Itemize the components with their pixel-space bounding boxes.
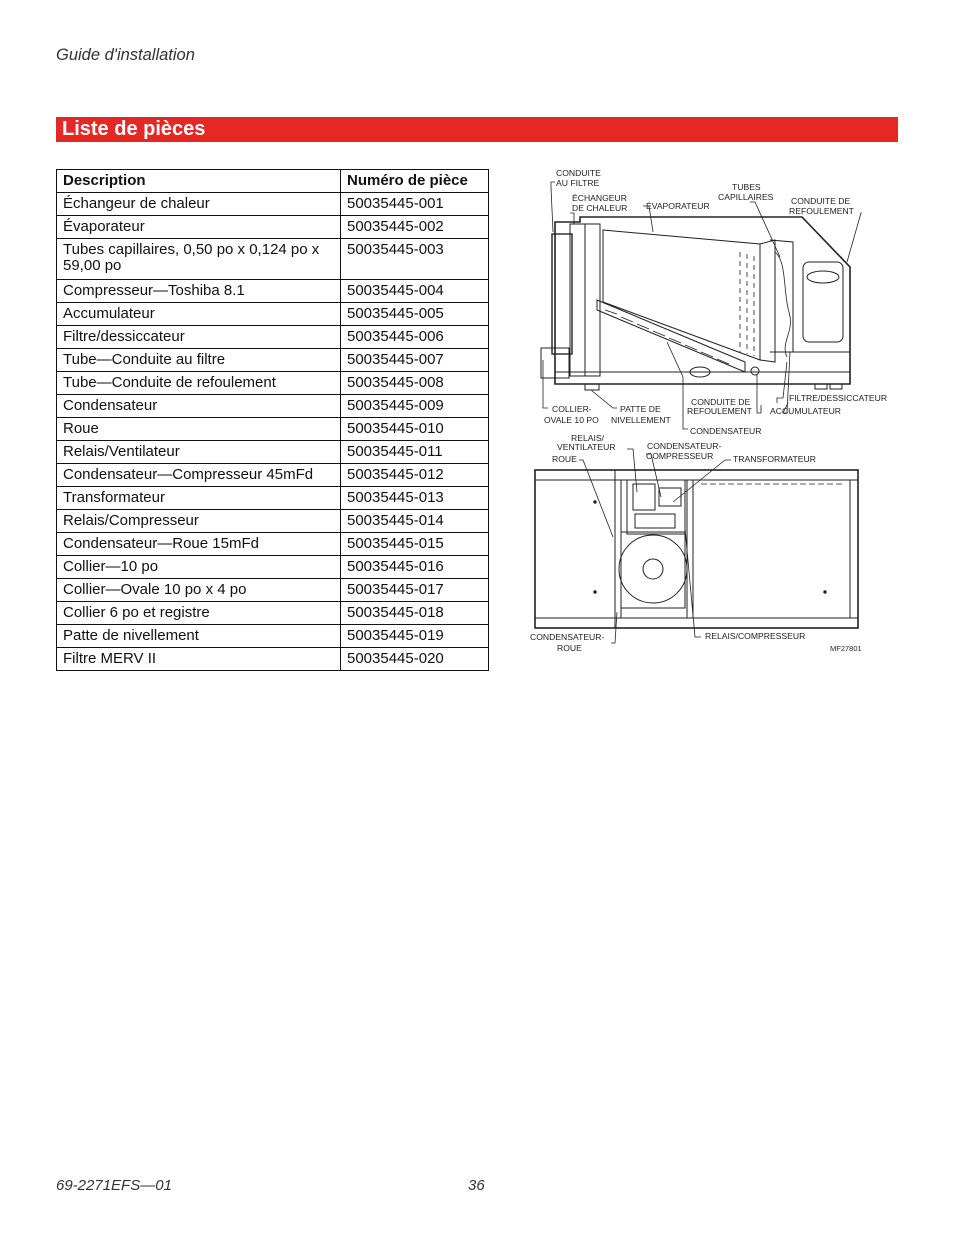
footer-doc-number: 69-2271EFS—01: [56, 1177, 172, 1194]
label-conduite-refoulement-top-2: REFOULEMENT: [789, 206, 854, 216]
diagram-labels: [530, 168, 887, 653]
label-tubes-2: CAPILLAIRES: [718, 192, 774, 202]
label-condensateur-roue-2: ROUE: [557, 643, 582, 653]
table-row: [57, 303, 489, 326]
label-collier-2: OVALE 10 PO: [544, 415, 599, 425]
label-transformateur: TRANSFORMATEUR: [733, 454, 816, 464]
cell-part-number: 50035445-018: [341, 602, 489, 625]
cell-description: Collier—Ovale 10 po x 4 po: [57, 579, 341, 602]
cell-description: Roue: [57, 418, 341, 441]
label-conduite-refoulement-bot-2: REFOULEMENT: [687, 406, 752, 416]
label-relais-ventilateur: RELAIS/: [571, 433, 604, 443]
side-view-unit: [541, 217, 850, 390]
cell-description: Collier—10 po: [57, 556, 341, 579]
label-filtre-dessiccateur: FILTRE/DESSICCATEUR: [789, 393, 888, 403]
cell-part-number: 50035445-005: [341, 303, 489, 326]
cell-description: Relais/Ventilateur: [57, 441, 341, 464]
label-conduite-refoulement-bot: CONDUITE DE: [691, 397, 751, 407]
label-patte-2: NIVELLEMENT: [611, 415, 671, 425]
figure-id: MF27801: [830, 644, 862, 653]
cell-description: Transformateur: [57, 487, 341, 510]
cell-part-number: 50035445-013: [341, 487, 489, 510]
label-relais-ventilateur-2: VENTILATEUR: [557, 442, 616, 452]
table-row: [57, 648, 489, 671]
cell-description: Échangeur de chaleur: [57, 193, 341, 216]
label-condensateur-compresseur-2: COMPRESSEUR: [646, 451, 714, 461]
label-conduite-filtre-2: AU FILTRE: [556, 178, 600, 188]
cell-description: Condensateur—Compresseur 45mFd: [57, 464, 341, 487]
cell-part-number: 50035445-016: [341, 556, 489, 579]
cell-part-number: 50035445-003: [341, 239, 489, 280]
table-row: [57, 239, 489, 280]
parts-table: [56, 169, 489, 671]
label-patte: PATTE DE: [620, 404, 661, 414]
cell-part-number: 50035445-004: [341, 280, 489, 303]
page-header-title: Guide d'installation: [56, 46, 195, 64]
column-header-description: Description: [57, 170, 341, 193]
table-row: [57, 441, 489, 464]
label-condensateur: CONDENSATEUR: [690, 426, 762, 436]
section-banner: [56, 117, 898, 142]
cell-description: Patte de nivellement: [57, 625, 341, 648]
label-relais-compresseur: RELAIS/COMPRESSEUR: [705, 631, 806, 641]
table-header-row: [57, 170, 489, 193]
cell-description: Condensateur: [57, 395, 341, 418]
cell-description: Relais/Compresseur: [57, 510, 341, 533]
table-row: [57, 395, 489, 418]
column-header-part-number: Numéro de pièce: [341, 170, 489, 193]
label-accumulateur: ACCUMULATEUR: [770, 406, 841, 416]
table-row: [57, 326, 489, 349]
table-row: [57, 487, 489, 510]
cell-description: Filtre MERV II: [57, 648, 341, 671]
cell-part-number: 50035445-008: [341, 372, 489, 395]
cell-description: Évaporateur: [57, 216, 341, 239]
footer-page-number: 36: [468, 1177, 485, 1194]
cell-part-number: 50035445-014: [341, 510, 489, 533]
label-roue: ROUE: [552, 454, 577, 464]
table-row: [57, 418, 489, 441]
cell-part-number: 50035445-011: [341, 441, 489, 464]
label-collier: COLLIER-: [552, 404, 592, 414]
cell-part-number: 50035445-020: [341, 648, 489, 671]
table-row: [57, 533, 489, 556]
cell-description: Tubes capillaires, 0,50 po x 0,124 po x 59,00 po: [57, 239, 341, 280]
table-row: [57, 556, 489, 579]
table-row: [57, 280, 489, 303]
cell-description: Accumulateur: [57, 303, 341, 326]
label-conduite-refoulement-top: CONDUITE DE: [791, 196, 851, 206]
top-view-unit: [535, 470, 858, 628]
table-row: [57, 510, 489, 533]
cell-part-number: 50035445-009: [341, 395, 489, 418]
section-title: Liste de pièces: [62, 118, 206, 140]
label-echangeur: ÉCHANGEUR: [572, 193, 627, 203]
cell-description: Condensateur—Roue 15mFd: [57, 533, 341, 556]
label-condensateur-roue: CONDENSATEUR-: [530, 632, 605, 642]
table-row: [57, 193, 489, 216]
label-evaporateur: ÉVAPORATEUR: [646, 201, 710, 211]
table-row: [57, 349, 489, 372]
cell-part-number: 50035445-007: [341, 349, 489, 372]
table-row: [57, 602, 489, 625]
table-row: [57, 372, 489, 395]
cell-description: Compresseur—Toshiba 8.1: [57, 280, 341, 303]
cell-description: Tube—Conduite au filtre: [57, 349, 341, 372]
cell-part-number: 50035445-015: [341, 533, 489, 556]
cell-part-number: 50035445-019: [341, 625, 489, 648]
cell-part-number: 50035445-010: [341, 418, 489, 441]
cell-description: Tube—Conduite de refoulement: [57, 372, 341, 395]
table-row: [57, 216, 489, 239]
table-row: [57, 464, 489, 487]
label-echangeur-2: DE CHALEUR: [572, 203, 628, 213]
cell-part-number: 50035445-002: [341, 216, 489, 239]
label-conduite-filtre: CONDUITE: [556, 168, 601, 178]
cell-part-number: 50035445-017: [341, 579, 489, 602]
table-row: [57, 625, 489, 648]
cell-description: Collier 6 po et registre: [57, 602, 341, 625]
label-condensateur-compresseur: CONDENSATEUR-: [647, 441, 722, 451]
cell-description: Filtre/dessiccateur: [57, 326, 341, 349]
cell-part-number: 50035445-006: [341, 326, 489, 349]
label-tubes: TUBES: [732, 182, 761, 192]
parts-diagram: [525, 162, 905, 657]
cell-part-number: 50035445-012: [341, 464, 489, 487]
cell-part-number: 50035445-001: [341, 193, 489, 216]
table-row: [57, 579, 489, 602]
